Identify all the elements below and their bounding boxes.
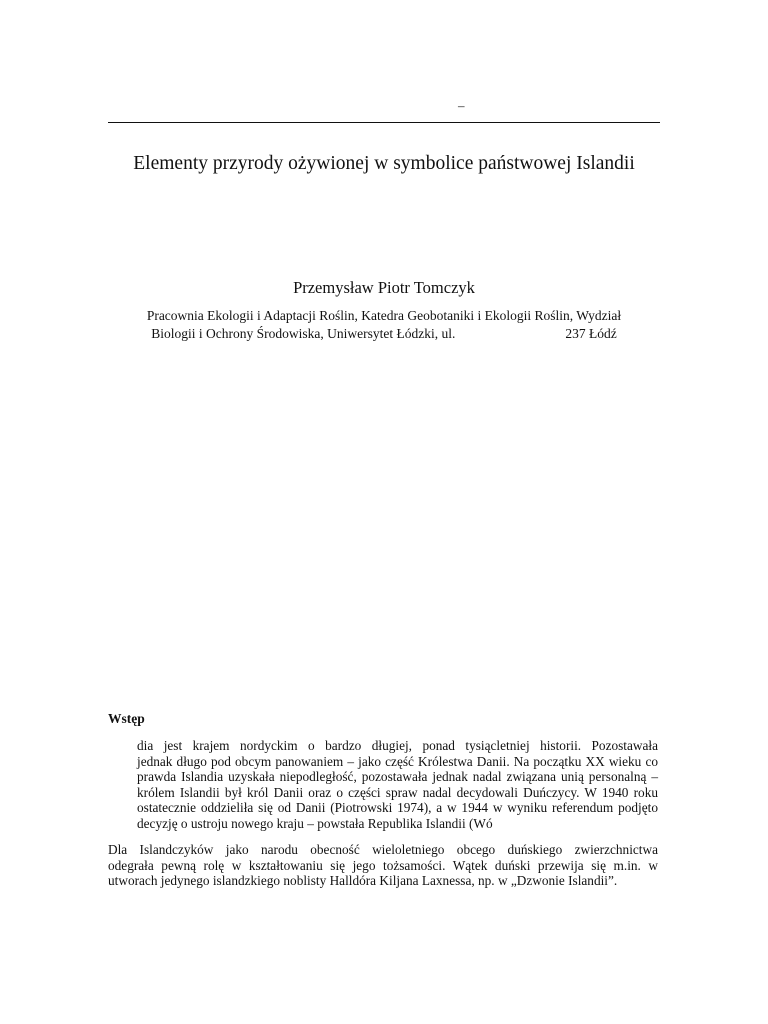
paragraph-identity — [108, 842, 658, 889]
affiliation-city: 237 Łódź — [565, 326, 617, 341]
section-heading: Wstęp — [108, 711, 145, 726]
paragraph-line: utworach jedynego islandzkiego noblisty Halldóra Kiljana Laxnessa, np. w „Dzwonie Islandii”. — [108, 873, 618, 889]
paragraph-line: królem Islandii był król Danii oraz o części spraw nadal decydowali Duńczycy. W 1940 roku — [137, 784, 658, 800]
affiliation-line-2 — [108, 325, 660, 343]
paragraph-line: dia jest krajem nordyckim o bardzo długiej, ponad tysiącletniej historii. Pozostawała — [137, 738, 658, 753]
paragraph-line: Dla Islandczyków jako narodu obecność wieloletniego obcego duńskiego zwierzchnictwa — [108, 842, 658, 857]
header-rule — [108, 122, 660, 123]
paragraph-line: ostatecznie oddzieliła się od Danii (Piotrowski 1974), a w 1944 w wyniku referendum podjęto — [137, 800, 658, 816]
affiliation-line-1: Pracownia Ekologii i Adaptacji Roślin, Katedra Geobotaniki i Ekologii Roślin, Wydział — [146, 308, 622, 323]
author-name: Przemysław Piotr Tomczyk — [293, 278, 475, 297]
paragraph-intro — [108, 738, 658, 832]
author-affiliation — [108, 307, 660, 343]
paragraph-line: jednak długo pod obcym panowaniem – jako część Królestwa Danii. Na początku XX wieku co — [137, 753, 658, 769]
header-dash: – — [458, 98, 465, 113]
paper-title: Elementy przyrody ożywionej w symbolice państwowej Islandii — [133, 153, 635, 174]
affiliation-address: Biologii i Ochrony Środowiska, Uniwersytet Łódzki, ul. — [151, 326, 456, 341]
paragraph-line: decyzję o ustroju nowego kraju – powstała Republika Islandii (Wó — [137, 815, 493, 831]
paragraph-line: prawda Islandia uzyskała niepodległość, pozostawała jednak nadal związana unią personalną – — [137, 769, 658, 785]
paragraph-line: odegrała pewną rolę w kształtowaniu się jego tożsamości. Wątek duński przewija się m.in. w — [108, 857, 658, 873]
